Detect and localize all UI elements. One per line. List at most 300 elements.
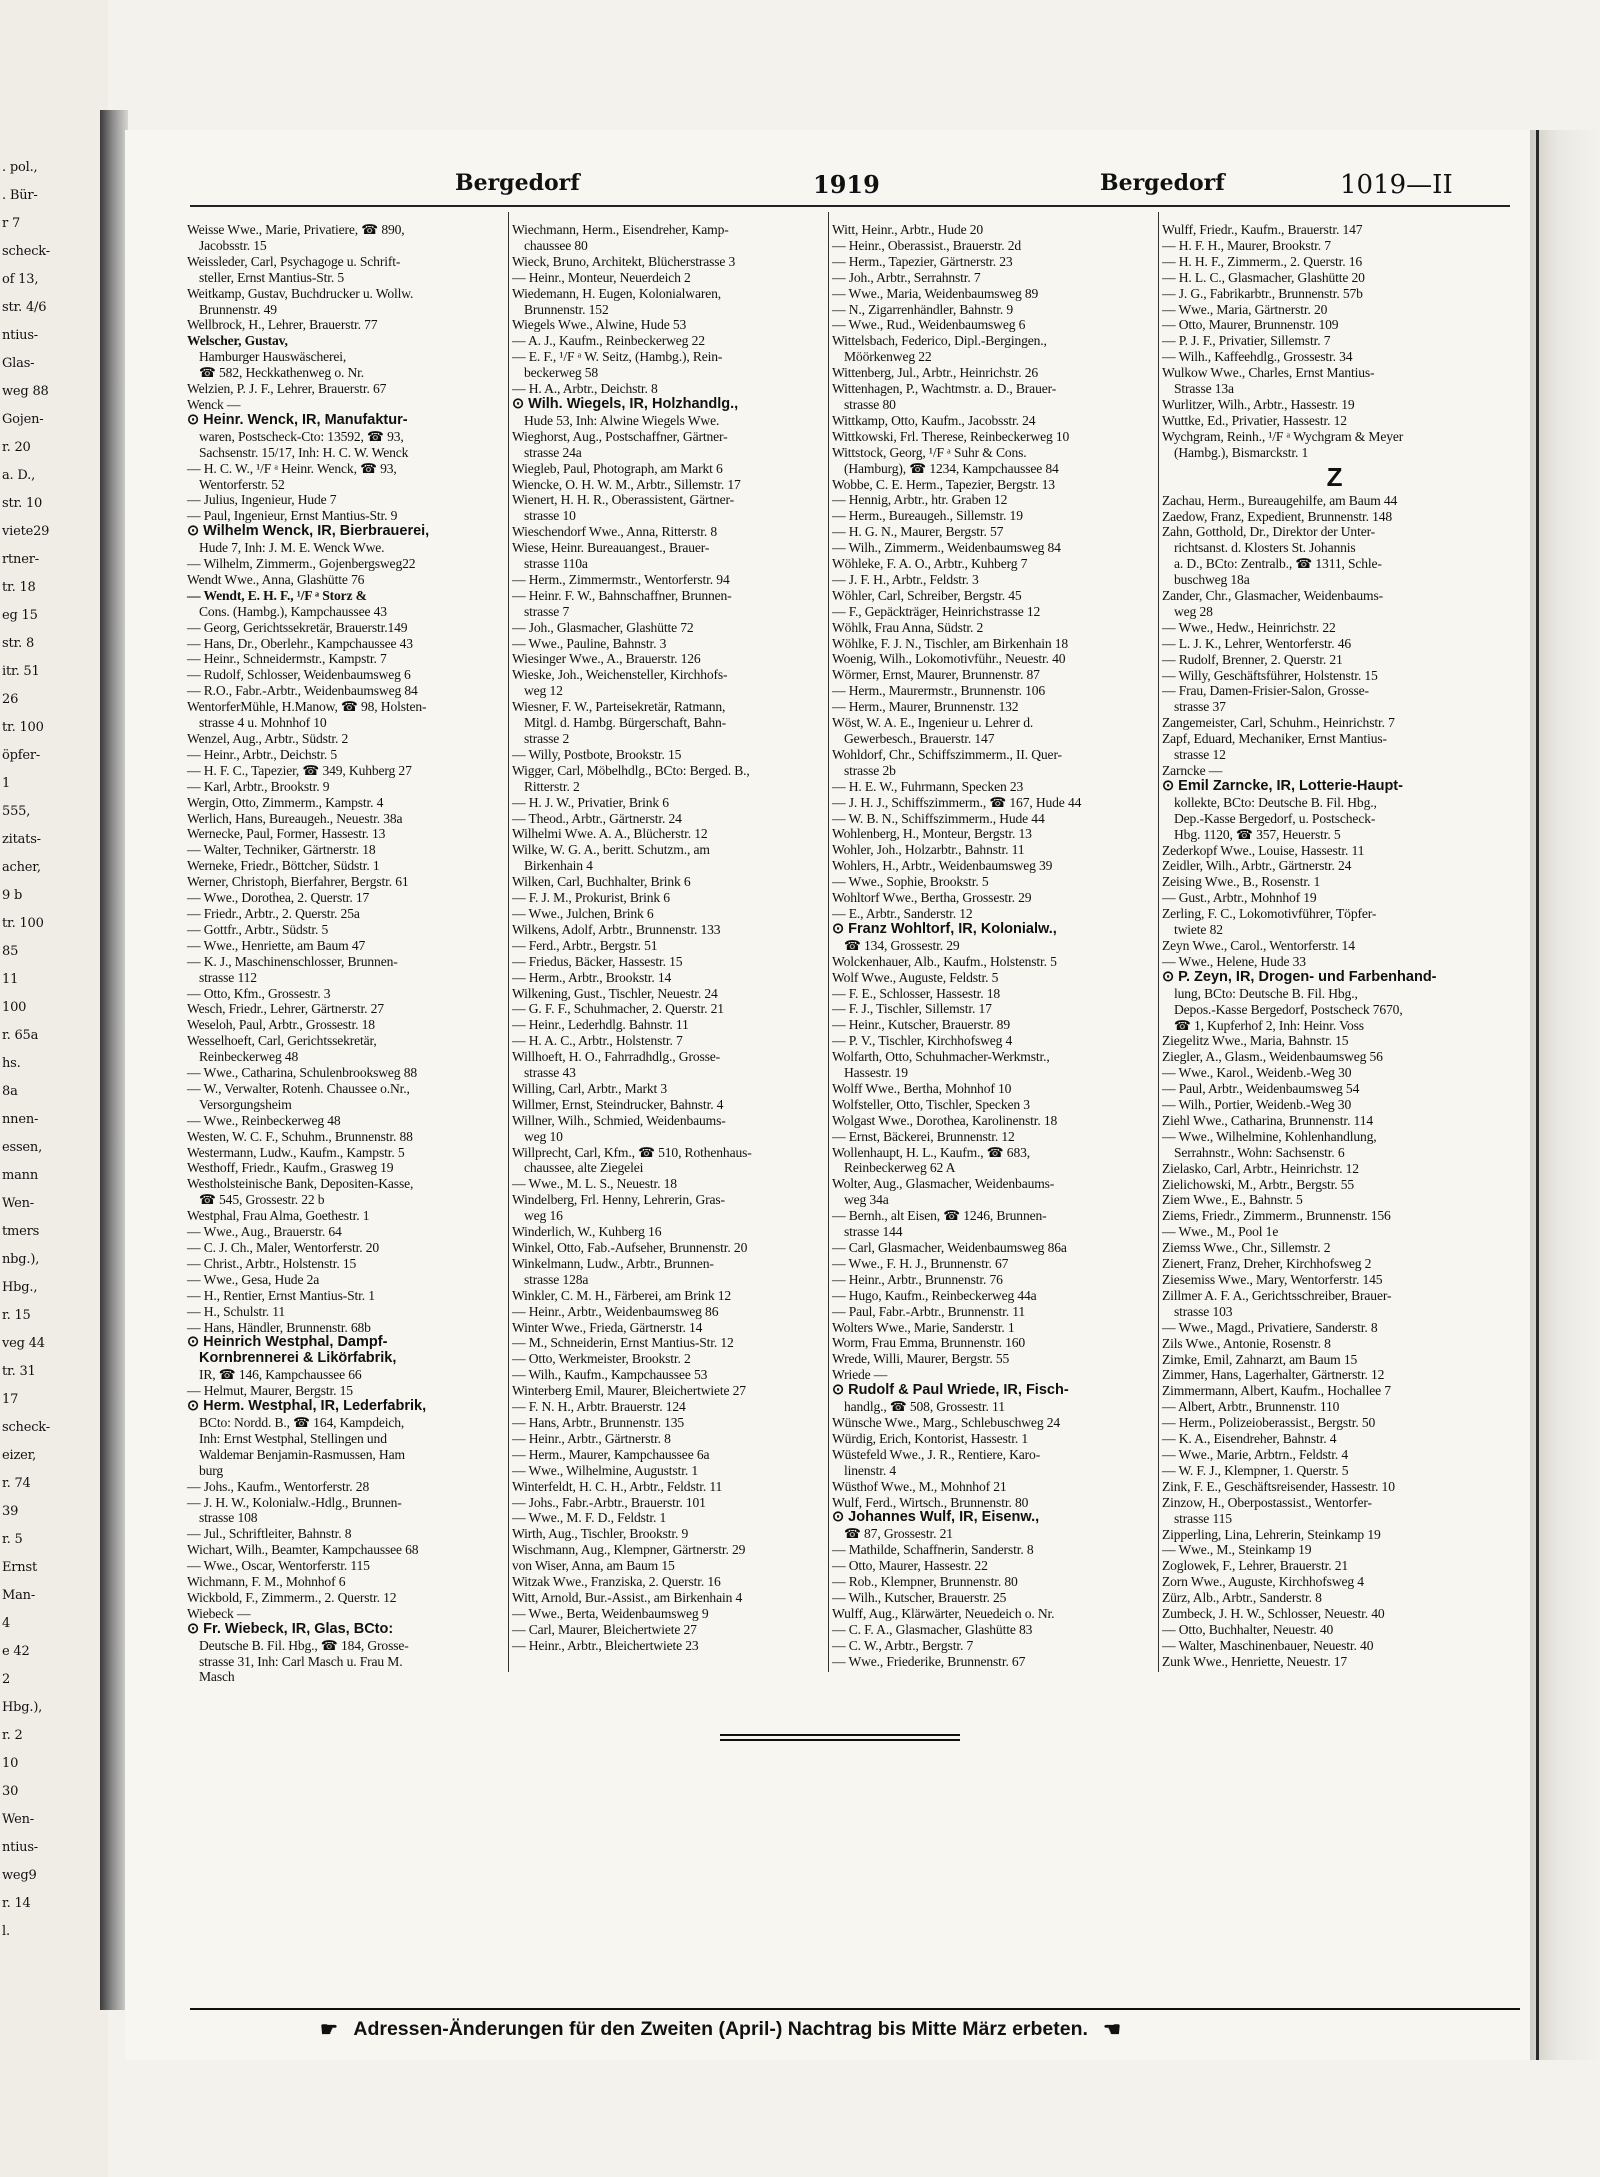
previous-page-fragment: tr. 31: [2, 1364, 36, 1379]
previous-page-fragment: str. 4/6: [2, 300, 47, 315]
previous-page-fragment: Hbg.,: [2, 1280, 38, 1295]
directory-entry: — Heinr., Arbtr., Gärtnerstr. 8: [512, 1430, 671, 1446]
directory-entry: — F., Gepäckträger, Heinrichstrasse 12: [832, 603, 1041, 619]
directory-entry: Wilkens, Adolf, Arbtr., Brunnenstr. 133: [512, 921, 721, 937]
previous-page-fragment: r. 2: [2, 1728, 23, 1743]
directory-entry: richtsanst. d. Klosters St. Johannis: [1174, 540, 1356, 556]
directory-entry: Westhoff, Friedr., Kaufm., Grasweg 19: [187, 1160, 394, 1176]
directory-entry: Wulff, Aug., Klärwärter, Neuedeich o. Nr.: [832, 1605, 1055, 1621]
directory-entry: ⊙ Fr. Wiebeck, IR, Glas, BCto:: [187, 1620, 394, 1637]
directory-entry: weg 34a: [844, 1192, 889, 1208]
directory-entry: strasse 115: [1174, 1510, 1232, 1526]
directory-entry: — Wwe., Henriette, am Baum 47: [187, 937, 366, 953]
directory-entry: — Willy, Postbote, Brookstr. 15: [512, 746, 682, 762]
directory-entry: — Mathilde, Schaffnerin, Sanderstr. 8: [832, 1542, 1034, 1558]
directory-entry: Wieske, Joh., Weichensteller, Kirchhofs-: [512, 667, 728, 683]
directory-entry: — Herm., Tapezier, Gärtnerstr. 23: [832, 253, 1013, 269]
directory-entry: Wickbold, F., Zimmerm., 2. Querstr. 12: [187, 1589, 397, 1605]
directory-entry: Wiencke, O. H. W. M., Arbtr., Sillemstr. 17: [512, 476, 741, 492]
directory-entry: — J. H. J., Schiffszimmerm., ☎ 167, Hude 44: [832, 794, 1082, 810]
directory-entry: strasse 24a: [524, 444, 582, 460]
directory-entry: Wobbe, C. E. Herm., Tapezier, Bergstr. 13: [832, 476, 1055, 492]
directory-entry: Wigger, Carl, Möbelhdlg., BCto: Berged. B.,: [512, 762, 750, 778]
directory-entry: — Heinr., Oberassist., Brauerstr. 2d: [832, 237, 1022, 253]
directory-entry: Zimke, Emil, Zahnarzt, am Baum 15: [1162, 1351, 1358, 1367]
directory-entry: ☎ 582, Heckkathenweg o. Nr.: [199, 365, 365, 381]
directory-entry: Willhoeft, H. O., Fahrradhdlg., Grosse-: [512, 1049, 721, 1065]
directory-entry: — Wwe., Reinbeckerweg 48: [187, 1112, 341, 1128]
page-number: 1019—II: [1340, 170, 1453, 200]
directory-entry: — F. E., Schlosser, Hassestr. 18: [832, 985, 1001, 1001]
directory-entry: Wilhelmi Wwe. A. A., Blücherstr. 12: [512, 826, 708, 842]
directory-entry: — Wwe., Rud., Weidenbaumsweg 6: [832, 317, 1026, 333]
directory-entry: Zarncke —: [1162, 763, 1223, 778]
directory-entry: Zunk Wwe., Henriette, Neuestr. 17: [1162, 1653, 1348, 1669]
directory-entry: Wesselhoeft, Carl, Gerichtssekretär,: [187, 1033, 377, 1049]
directory-entry: — Heinr., Monteur, Neuerdeich 2: [512, 269, 691, 285]
directory-entry: — Heinr. F. W., Bahnschaffner, Brunnen-: [512, 587, 732, 603]
column-separator: [508, 212, 509, 1672]
directory-entry: — Wilh., Kaffeehdlg., Grossestr. 34: [1162, 349, 1353, 365]
directory-entry: — Walter, Techniker, Gärtnerstr. 18: [187, 842, 376, 858]
directory-entry: — L. J. K., Lehrer, Wentorferstr. 46: [1162, 635, 1352, 651]
directory-entry: — Heinr., Kutscher, Brauerstr. 89: [832, 1017, 1010, 1033]
directory-column-2: [512, 222, 824, 1662]
directory-entry: — Georg, Gerichtssekretär, Brauerstr.149: [187, 619, 408, 635]
directory-entry: Sachsenstr. 15/17, Inh: H. C. W. Wenck: [199, 444, 409, 460]
previous-page-fragment: weg 88: [2, 384, 49, 399]
previous-page-fragment: ntius-: [2, 1840, 38, 1855]
directory-entry: Wolf Wwe., Auguste, Feldstr. 5: [832, 969, 999, 985]
directory-entry: linenstr. 4: [844, 1462, 896, 1478]
directory-entry: Wulf, Ferd., Wirtsch., Brunnenstr. 80: [832, 1494, 1029, 1510]
directory-entry: — Herm., Zimmermstr., Wentorferstr. 94: [512, 571, 730, 587]
directory-entry: — Jul., Schriftleiter, Bahnstr. 8: [187, 1526, 352, 1542]
directory-entry: Wulff, Friedr., Kaufm., Brauerstr. 147: [1162, 222, 1363, 237]
directory-entry: Winterfeldt, H. C. H., Arbtr., Feldstr. 11: [512, 1478, 723, 1494]
directory-entry: Zimmermann, Albert, Kaufm., Hochallee 7: [1162, 1383, 1391, 1399]
directory-entry: Wiegleb, Paul, Photograph, am Markt 6: [512, 460, 723, 476]
directory-entry: Zumbeck, J. H. W., Schlosser, Neuestr. 40: [1162, 1606, 1385, 1622]
directory-entry: — Wwe., Catharina, Schulenbrooksweg 88: [187, 1065, 418, 1081]
directory-entry: Wendt Wwe., Anna, Glashütte 76: [187, 571, 365, 587]
directory-entry: Würdig, Erich, Kontorist, Hassestr. 1: [832, 1430, 1029, 1446]
directory-entry: Wischmann, Aug., Klempner, Gärtnerstr. 29: [512, 1542, 746, 1558]
directory-entry: — M., Schneiderin, Ernst Mantius-Str. 12: [512, 1335, 734, 1351]
footer-text: Adressen-Änderungen für den Zweiten (April-) Nachtrag bis Mitte März erbeten.: [353, 2017, 1088, 2040]
directory-entry: — J. H. W., Kolonialw.-Hdlg., Brunnen-: [187, 1494, 402, 1510]
directory-entry: Wolgast Wwe., Dorothea, Karolinenstr. 18: [832, 1112, 1058, 1128]
directory-entry: Zeising Wwe., B., Rosenstr. 1: [1162, 874, 1321, 890]
directory-entry: Wenzel, Aug., Arbtr., Südstr. 2: [187, 731, 349, 746]
previous-page-fragment: viete29: [2, 524, 50, 539]
directory-entry: Möörkenweg 22: [844, 349, 932, 365]
book-fold-shadow: [100, 110, 128, 2010]
previous-page-fragment: tmers: [2, 1224, 40, 1239]
directory-entry: — Heinr., Schneidermstr., Kampstr. 7: [187, 651, 387, 667]
directory-entry: — Wwe., Maria, Weidenbaumsweg 89: [832, 285, 1039, 301]
directory-entry: — Gottfr., Arbtr., Südstr. 5: [187, 921, 329, 937]
directory-entry: — Wwe., Magd., Privatiere, Sanderstr. 8: [1162, 1319, 1378, 1335]
directory-entry: Versorgungsheim: [199, 1096, 292, 1112]
directory-entry: Ziehl Wwe., Catharina, Brunnenstr. 114: [1162, 1112, 1373, 1128]
directory-entry: Witt, Heinr., Arbtr., Hude 20: [832, 222, 984, 237]
directory-entry: — Otto, Werkmeister, Brookstr. 2: [512, 1351, 691, 1367]
directory-entry: Weisse Wwe., Marie, Privatiere, ☎ 890,: [187, 222, 405, 237]
directory-entry: Welscher, Gustav,: [187, 333, 288, 349]
directory-entry: Ziem Wwe., E., Bahnstr. 5: [1162, 1192, 1303, 1208]
directory-entry: — H. F. H., Maurer, Brookstr. 7: [1162, 237, 1331, 253]
directory-entry: Reinbeckerweg 62 A: [844, 1160, 956, 1176]
previous-page-fragment: 26: [2, 692, 19, 707]
directory-entry: — Wwe., Gesa, Hude 2a: [187, 1271, 320, 1287]
directory-entry: Wittelsbach, Federico, Dipl.-Bergingen.,: [832, 333, 1047, 349]
directory-entry: — Wilh., Kutscher, Brauerstr. 25: [832, 1589, 1007, 1605]
directory-entry: — Wilh., Kaufm., Kampchaussee 53: [512, 1367, 708, 1383]
directory-entry: Wüsthof Wwe., M., Mohnhof 21: [832, 1478, 1007, 1494]
directory-entry: strasse 37: [1174, 699, 1226, 715]
directory-entry: ⊙ Wilh. Wiegels, IR, Holzhandlg.,: [512, 395, 739, 412]
directory-entry: Ziems, Friedr., Zimmerm., Brunnenstr. 156: [1162, 1208, 1391, 1224]
directory-entry: strasse 80: [844, 396, 896, 412]
directory-entry: — H. A., Arbtr., Deichstr. 8: [512, 381, 658, 397]
directory-entry: — K. A., Eisendreher, Bahnstr. 4: [1162, 1431, 1337, 1447]
directory-entry: ⊙ Emil Zarncke, IR, Lotterie-Haupt-: [1162, 777, 1403, 794]
directory-entry: strasse 128a: [524, 1271, 589, 1287]
previous-page-fragment: eizer,: [2, 1448, 37, 1463]
directory-entry: — Heinr., Lederhdlg. Bahnstr. 11: [512, 1017, 689, 1033]
directory-entry: — Wwe., Aug., Brauerstr. 64: [187, 1224, 342, 1240]
directory-entry: Jacobsstr. 15: [199, 237, 267, 253]
previous-page-fragment: . pol.,: [2, 160, 38, 175]
directory-entry: buschweg 18a: [1174, 572, 1250, 588]
directory-entry: — R.O., Fabr.-Arbtr., Weidenbaumsweg 84: [187, 683, 418, 699]
directory-entry: Zapf, Eduard, Mechaniker, Ernst Mantius-: [1162, 731, 1387, 747]
directory-column-4: [1162, 222, 1507, 1669]
directory-entry: — H. H. F., Zimmerm., 2. Querstr. 16: [1162, 253, 1363, 269]
directory-entry: Wirth, Aug., Tischler, Brookstr. 9: [512, 1526, 689, 1542]
directory-entry: Wienert, H. H. R., Oberassistent, Gärtner-: [512, 492, 735, 508]
previous-page-fragment: Wen-: [2, 1196, 34, 1211]
directory-entry: — Joh., Arbtr., Serrahnstr. 7: [832, 269, 981, 285]
directory-entry: Inh: Ernst Westphal, Stellingen und: [199, 1430, 387, 1446]
directory-entry: Willing, Carl, Arbtr., Markt 3: [512, 1080, 668, 1096]
directory-entry: Zander, Chr., Glasmacher, Weidenbaums-: [1162, 588, 1383, 604]
directory-entry: Masch: [199, 1669, 235, 1685]
directory-entry: Worm, Frau Emma, Brunnenstr. 160: [832, 1335, 1026, 1351]
directory-entry: — Johs., Kaufm., Wentorferstr. 28: [187, 1478, 370, 1494]
previous-page-fragment: 4: [2, 1616, 11, 1631]
previous-page-fragment: nnen-: [2, 1112, 39, 1127]
directory-column-1: [187, 222, 505, 1685]
directory-entry: Zerling, F. C., Lokomotivführer, Töpfer-: [1162, 906, 1377, 922]
directory-entry: — Carl, Maurer, Bleichertwiete 27: [512, 1621, 697, 1637]
directory-entry: — Wwe., M. L. S., Neuestr. 18: [512, 1176, 677, 1192]
directory-entry: — H., Rentier, Ernst Mantius-Str. 1: [187, 1287, 375, 1303]
directory-entry: strasse 103: [1174, 1303, 1233, 1319]
footer-notice: [320, 2017, 1370, 2047]
directory-entry: Wiechmann, Herm., Eisendreher, Kamp-: [512, 222, 729, 237]
directory-entry: Weitkamp, Gustav, Buchdrucker u. Wollw.: [187, 285, 414, 301]
directory-entry: Hude 53, Inh: Alwine Wiegels Wwe.: [524, 412, 720, 428]
directory-entry: — Otto, Kfm., Grossestr. 3: [187, 985, 331, 1001]
directory-entry: Hude 7, Inh: J. M. E. Wenck Wwe.: [199, 540, 385, 556]
directory-entry: ⊙ Rudolf & Paul Wriede, IR, Fisch-: [832, 1382, 1069, 1399]
directory-entry: ⊙ P. Zeyn, IR, Drogen- und Farbenhand-: [1162, 968, 1437, 985]
directory-entry: — Herm., Maurer, Brunnenstr. 132: [832, 699, 1019, 715]
directory-entry: Wernecke, Paul, Former, Hassestr. 13: [187, 826, 386, 842]
directory-entry: — P. J. F., Privatier, Sillemstr. 7: [1162, 333, 1331, 349]
directory-entry: — Heinr., Arbtr., Deichstr. 5: [187, 746, 338, 762]
directory-entry: Zils Wwe., Antonie, Rosenstr. 8: [1162, 1335, 1331, 1351]
directory-entry: — Herm., Maurermstr., Brunnenstr. 106: [832, 683, 1046, 699]
directory-entry: Wieck, Bruno, Architekt, Blücherstrasse 3: [512, 253, 736, 269]
directory-entry: Dep.-Kasse Bergedorf, u. Postscheck-: [1174, 810, 1376, 826]
directory-entry: Wolter, Aug., Glasmacher, Weidenbaums-: [832, 1176, 1055, 1192]
directory-entry: Zangemeister, Carl, Schuhm., Heinrichstr. 7: [1162, 715, 1395, 731]
header-right-title: Bergedorf: [1100, 170, 1225, 196]
directory-entry: Wünsche Wwe., Marg., Schlebuschweg 24: [832, 1414, 1061, 1430]
directory-entry: strasse 7: [524, 603, 570, 619]
previous-page-fragment: 1: [2, 776, 11, 791]
directory-entry: Wittkowski, Frl. Therese, Reinbeckerweg 10: [832, 428, 1070, 444]
directory-entry: Zeyn Wwe., Carol., Wentorferstr. 14: [1162, 937, 1355, 953]
directory-entry: Wichart, Wilh., Beamter, Kampchaussee 68: [187, 1542, 419, 1558]
directory-entry: Winkelmann, Ludw., Arbtr., Brunnen-: [512, 1255, 714, 1271]
directory-entry: Wieschendorf Wwe., Anna, Ritterstr. 8: [512, 524, 718, 540]
directory-entry: — W., Verwalter, Rotenh. Chaussee o.Nr.,: [187, 1080, 410, 1096]
directory-entry: Serrahnstr., Wohn: Sachsenstr. 6: [1174, 1144, 1345, 1160]
directory-entry: — Hugo, Kaufm., Reinbeckerweg 44a: [832, 1287, 1037, 1303]
previous-page-fragment: Wen-: [2, 1812, 34, 1827]
directory-entry: — Karl, Arbtr., Brookstr. 9: [187, 778, 330, 794]
previous-page-fragment: r. 15: [2, 1308, 31, 1323]
pointing-hand-icon: ☛: [320, 2019, 338, 2041]
directory-entry: Willprecht, Carl, Kfm., ☎ 510, Rothenhaus-: [512, 1144, 752, 1160]
directory-entry: — Wwe., Karol., Weidenb.-Weg 30: [1162, 1065, 1352, 1081]
directory-entry: Ziegler, A., Glasm., Weidenbaumsweg 56: [1162, 1049, 1383, 1065]
previous-page-fragment: Hbg.),: [2, 1700, 43, 1715]
directory-entry: Wilke, W. G. A., beritt. Schutzm., am: [512, 842, 710, 858]
directory-entry: — Walter, Maschinenbauer, Neuestr. 40: [1162, 1637, 1374, 1653]
directory-entry: — Wwe., Maria, Gärtnerstr. 20: [1162, 301, 1328, 317]
directory-entry: ☎ 1, Kupferhof 2, Inh: Heinr. Voss: [1174, 1017, 1364, 1033]
directory-entry: — Wwe., Pauline, Bahnstr. 3: [512, 635, 667, 651]
directory-entry: Wohlers, H., Arbtr., Weidenbaumsweg 39: [832, 858, 1053, 874]
directory-entry: Wüstefeld Wwe., J. R., Rentiere, Karo-: [832, 1446, 1041, 1462]
end-rule: [720, 1739, 960, 1741]
directory-entry: ⊙ Herm. Westphal, IR, Lederfabrik,: [187, 1398, 427, 1415]
directory-entry: Ziemss Wwe., Chr., Sillemstr. 2: [1162, 1240, 1331, 1256]
previous-page-fragment: l.: [2, 1924, 10, 1939]
directory-entry: — Wilh., Zimmerm., Weidenbaumsweg 84: [832, 540, 1061, 556]
directory-entry: strasse 10: [524, 508, 576, 524]
directory-entry: Wolters Wwe., Marie, Sanderstr. 1: [832, 1319, 1015, 1335]
directory-entry: (Hambg.), Bismarckstr. 1: [1174, 444, 1309, 460]
previous-page-fragment: tr. 100: [2, 720, 44, 735]
directory-entry: Wittenhagen, P., Wachtmstr. a. D., Brauer-: [832, 381, 1057, 397]
directory-entry: Wöst, W. A. E., Ingenieur u. Lehrer d.: [832, 715, 1034, 731]
previous-page-fragment: 10: [2, 1756, 19, 1771]
directory-entry: Wrede, Willi, Maurer, Bergstr. 55: [832, 1351, 1010, 1367]
directory-entry: — Julius, Ingenieur, Hude 7: [187, 492, 337, 508]
directory-entry: strasse 144: [844, 1224, 903, 1240]
directory-entry: — Ernst, Bäckerei, Brunnenstr. 12: [832, 1128, 1015, 1144]
directory-entry: — Herm., Arbtr., Brookstr. 14: [512, 969, 672, 985]
previous-page-strip: [0, 0, 108, 2177]
previous-page-fragment: ntius-: [2, 328, 38, 343]
column-separator: [1158, 212, 1159, 1672]
directory-entry: von Wiser, Anna, am Baum 15: [512, 1558, 675, 1574]
previous-page-fragment: 2: [2, 1672, 11, 1687]
previous-page-fragment: 17: [2, 1392, 19, 1407]
directory-entry: ☎ 134, Grossestr. 29: [844, 937, 960, 953]
directory-entry: strasse 110a: [524, 556, 588, 572]
directory-entry: Zielasko, Carl, Arbtr., Heinrichstr. 12: [1162, 1160, 1359, 1176]
directory-entry: — Heinr., Arbtr., Brunnenstr. 76: [832, 1271, 1003, 1287]
previous-page-fragment: tr. 18: [2, 580, 36, 595]
directory-entry: Wieghorst, Aug., Postschaffner, Gärtner-: [512, 428, 728, 444]
directory-entry: Wiesner, F. W., Parteisekretär, Ratmann,: [512, 699, 726, 715]
previous-page-fragment: . Bür-: [2, 188, 38, 203]
previous-page-fragment: tr. 100: [2, 916, 44, 931]
directory-entry: — Wilhelm, Zimmerm., Gojenbergsweg22: [187, 556, 416, 572]
directory-entry: Wohldorf, Chr., Schiffszimmerm., II. Quer-: [832, 746, 1062, 762]
directory-entry: — H. L. C., Glasmacher, Glashütte 20: [1162, 269, 1365, 285]
previous-page-fragment: 9 b: [2, 888, 23, 903]
directory-entry: — H. J. W., Privatier, Brink 6: [512, 794, 669, 810]
directory-entry: Wiese, Heinr. Bureauangest., Brauer-: [512, 540, 710, 556]
directory-entry: Witt, Arnold, Bur.-Assist., am Birkenhain 4: [512, 1589, 743, 1605]
directory-entry: Ziesemiss Wwe., Mary, Wentorferstr. 145: [1162, 1272, 1383, 1287]
directory-entry: steller, Ernst Mantius-Str. 5: [199, 269, 345, 285]
directory-entry: Ritterstr. 2: [524, 778, 580, 794]
directory-entry: — F. N. H., Arbtr. Brauerstr. 124: [512, 1399, 686, 1415]
directory-entry: — Friedr., Arbtr., 2. Querstr. 25a: [187, 905, 360, 921]
directory-entry: Winderlich, W., Kuhberg 16: [512, 1224, 662, 1240]
directory-entry: Weissleder, Carl, Psychagoge u. Schrift-: [187, 253, 401, 269]
directory-entry: Wichmann, F. M., Mohnhof 6: [187, 1574, 346, 1590]
previous-page-fragment: Man-: [2, 1588, 36, 1603]
previous-page-fragment: r. 5: [2, 1532, 23, 1547]
directory-entry: — Heinr., Arbtr., Bleichertwiete 23: [512, 1637, 699, 1653]
previous-page-fragment: Ernst: [2, 1560, 37, 1575]
directory-entry: beckerweg 58: [524, 365, 599, 381]
directory-entry: handlg., ☎ 508, Grossestr. 11: [844, 1399, 1005, 1415]
directory-entry: — Albert, Arbtr., Brunnenstr. 110: [1162, 1399, 1340, 1415]
directory-entry: Zinzow, H., Oberpostassist., Wentorfer-: [1162, 1494, 1372, 1510]
directory-entry: — Willy, Geschäftsführer, Holstenstr. 15: [1162, 667, 1378, 683]
previous-page-fragment: a. D.,: [2, 468, 36, 483]
directory-entry: — Wwe., Dorothea, 2. Querstr. 17: [187, 890, 370, 906]
previous-page-fragment: 100: [2, 1000, 27, 1015]
directory-entry: Wiesinger Wwe., A., Brauerstr. 126: [512, 651, 701, 667]
directory-entry: — N., Zigarrenhändler, Bahnstr. 9: [832, 301, 1013, 317]
directory-entry: Welzien, P. J. F., Lehrer, Brauerstr. 67: [187, 381, 387, 397]
directory-entry: — Hans, Arbtr., Brunnenstr. 135: [512, 1414, 685, 1430]
directory-entry: Wittenberg, Jul., Arbtr., Heinrichstr. 26: [832, 365, 1038, 381]
directory-entry: Westermann, Ludw., Kaufm., Kampstr. 5: [187, 1144, 405, 1160]
directory-entry: — W. B. N., Schiffszimmerm., Hude 44: [832, 810, 1045, 826]
directory-entry: Wolfarth, Otto, Schuhmacher-Werkmstr.,: [832, 1049, 1050, 1065]
directory-entry: (Hamburg), ☎ 1234, Kampchaussee 84: [844, 460, 1059, 476]
directory-entry: Cons. (Hambg.), Kampchaussee 43: [199, 603, 387, 619]
directory-entry: Werneke, Friedr., Böttcher, Südstr. 1: [187, 858, 380, 874]
directory-column-3: [832, 222, 1154, 1669]
footer-rule: [190, 2008, 1520, 2010]
directory-entry: Wöhlke, F. J. N., Tischler, am Birkenhain 18: [832, 635, 1069, 651]
directory-entry: — C. F. A., Glasmacher, Glashütte 83: [832, 1621, 1033, 1637]
directory-entry: strasse 2b: [844, 762, 896, 778]
previous-page-fragment: 555,: [2, 804, 31, 819]
directory-entry: Wohltorf Wwe., Bertha, Grossestr. 29: [832, 890, 1032, 906]
directory-entry: — Herm., Maurer, Kampchaussee 6a: [512, 1446, 710, 1462]
directory-entry: — E. F., ¹/F ᵃ W. Seitz, (Hambg.), Rein-: [512, 349, 723, 365]
previous-page-fragment: essen,: [2, 1140, 43, 1155]
directory-entry: a. D., BCto: Zentralb., ☎ 1311, Schle-: [1174, 556, 1382, 572]
directory-entry: Wiebeck —: [187, 1605, 251, 1621]
directory-entry: — H. C. W., ¹/F ᵃ Heinr. Wenck, ☎ 93,: [187, 460, 397, 476]
directory-entry: ⊙ Heinrich Westphal, Dampf-: [187, 1334, 388, 1351]
directory-entry: WentorferMühle, H.Manow, ☎ 98, Holsten-: [187, 699, 427, 715]
header-rule: [190, 205, 1510, 207]
previous-page-fragment: nbg.),: [2, 1252, 40, 1267]
directory-entry: Wollenhaupt, H. L., Kaufm., ☎ 683,: [832, 1144, 1030, 1160]
directory-entry: — Hans, Dr., Oberlehr., Kampchaussee 43: [187, 635, 413, 651]
directory-entry: — Wwe., F. H. J., Brunnenstr. 67: [832, 1255, 1009, 1271]
previous-page-fragment: Glas-: [2, 356, 35, 371]
directory-entry: strasse 31, Inh: Carl Masch u. Frau M.: [199, 1653, 403, 1669]
previous-page-fragment: 39: [2, 1504, 19, 1519]
directory-entry: — H. F. C., Tapezier, ☎ 349, Kuhberg 27: [187, 762, 412, 778]
directory-entry: Wöhler, Carl, Schreiber, Bergstr. 45: [832, 587, 1022, 603]
directory-entry: — F. J. M., Prokurist, Brink 6: [512, 890, 670, 906]
directory-entry: twiete 82: [1174, 922, 1223, 938]
directory-entry: — Wwe., Hedw., Heinrichstr. 22: [1162, 619, 1336, 635]
directory-entry: Reinbeckerweg 48: [199, 1049, 299, 1065]
directory-entry: Winkler, C. M. H., Färberei, am Brink 12: [512, 1287, 732, 1303]
previous-page-fragment: veg 44: [2, 1336, 45, 1351]
directory-entry: — Gust., Arbtr., Mohnhof 19: [1162, 890, 1317, 906]
directory-entry: Zürz, Alb., Arbtr., Sanderstr. 8: [1162, 1590, 1322, 1606]
directory-entry: Wiedemann, H. Eugen, Kolonialwaren,: [512, 285, 721, 301]
directory-entry: lung, BCto: Deutsche B. Fil. Hbg.,: [1174, 985, 1358, 1001]
directory-entry: Willner, Wilh., Schmied, Weidenbaums-: [512, 1112, 726, 1128]
directory-entry: — Friedus, Bäcker, Hassestr. 15: [512, 953, 683, 969]
directory-entry: Windelberg, Frl. Henny, Lehrerin, Gras-: [512, 1192, 725, 1208]
directory-entry: Brunnenstr. 152: [524, 301, 609, 317]
previous-page-fragment: 30: [2, 1784, 19, 1799]
directory-entry: Wiegels Wwe., Alwine, Hude 53: [512, 317, 687, 333]
previous-page-fragment: Gojen-: [2, 412, 44, 427]
directory-entry: Wöhleke, F. A. O., Arbtr., Kuhberg 7: [832, 556, 1028, 572]
directory-entry: — Wwe., M., Pool 1e: [1162, 1224, 1279, 1240]
header-year: 1919: [813, 170, 880, 199]
directory-entry: Westphal, Frau Alma, Goethestr. 1: [187, 1208, 370, 1224]
directory-entry: — Ferd., Arbtr., Bergstr. 51: [512, 937, 658, 953]
directory-entry: Wolfsteller, Otto, Tischler, Specken 3: [832, 1096, 1030, 1112]
directory-entry: burg: [199, 1462, 224, 1478]
directory-entry: — Wwe., Julchen, Brink 6: [512, 905, 654, 921]
directory-entry: weg 10: [524, 1128, 563, 1144]
previous-page-fragment: acher,: [2, 860, 41, 875]
page-right-edge: [1530, 130, 1600, 2060]
previous-page-fragment: itr. 51: [2, 664, 40, 679]
directory-entry: — Paul, Arbtr., Weidenbaumsweg 54: [1162, 1081, 1360, 1097]
directory-entry: kollekte, BCto: Deutsche B. Fil. Hbg.,: [1174, 794, 1377, 810]
directory-entry: — Wwe., Helene, Hude 33: [1162, 953, 1306, 969]
directory-entry: Zienert, Franz, Dreher, Kirchhofsweg 2: [1162, 1256, 1372, 1272]
